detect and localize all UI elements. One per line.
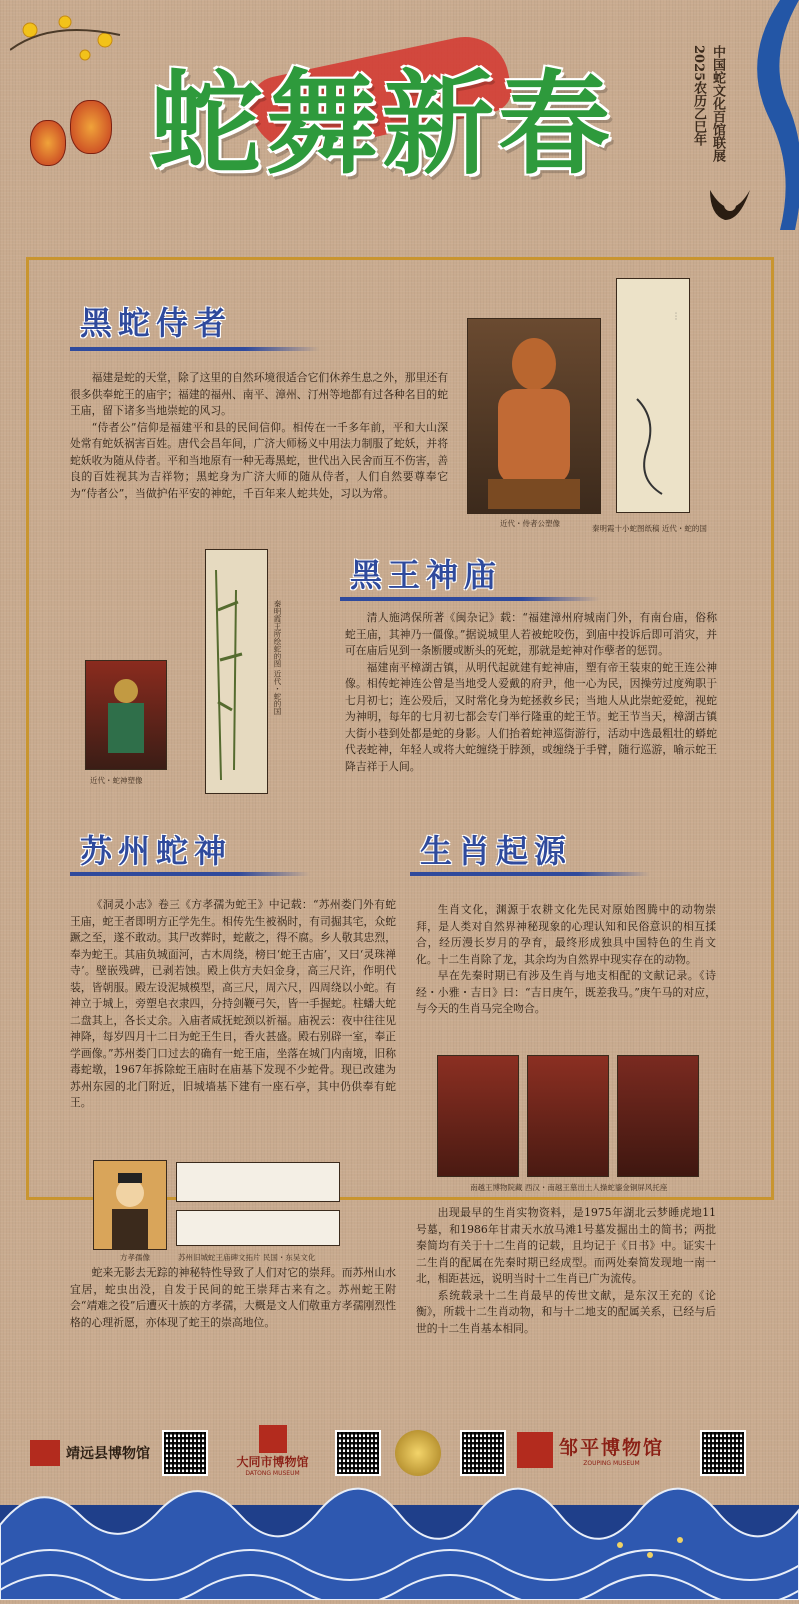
artifact-photo xyxy=(437,1055,519,1177)
artifact-photo xyxy=(527,1055,609,1177)
paragraph: 早在先秦时期已有涉及生肖与地支相配的文献记录。《诗经・小雅・吉日》曰：“吉日庚午，既差我马。”庚午马的对应，与今天的生肖马完全吻合。 xyxy=(416,969,716,1015)
artifact-photo xyxy=(617,1055,699,1177)
museum-name: 靖远县博物馆 xyxy=(66,1446,150,1462)
heading-underline xyxy=(410,872,650,876)
museum-logo-icon xyxy=(259,1425,287,1453)
heading-suzhou-snake-god: 苏州蛇神 xyxy=(80,832,233,870)
section3-text-2 xyxy=(70,1265,396,1331)
plum-blossom-icon xyxy=(10,10,130,70)
main-title: 蛇舞新春 xyxy=(150,60,614,190)
paragraph: 清人施鸿保所著《闽杂记》载：“福建漳州府城南门外，有南台庙，俗称蛇王庙，其神乃一僵像。”据说城里人若被蛇咬伤，到庙中投诉后即可消灾，并可在庙后见到一条断腰或断头的死蛇，那就是蛇神对作孽者的惩罚。 xyxy=(345,611,717,657)
heading-black-snake-attendant: 黑蛇侍者 xyxy=(80,304,233,342)
caption: 苏州旧城蛇王庙碑文拓片 民国・东吴文化 xyxy=(178,1253,316,1262)
museum-english-name: ZOUPING MUSEUM xyxy=(583,1460,640,1467)
heading-underline xyxy=(340,597,600,601)
paragraph: 福建南平樟湖古镇，从明代起就建有蛇神庙，塑有帝王装束的蛇王连公神像。相传蛇神连公曾是当地受人爱戴的府尹，他一心为民，因操劳过度殉职于七月初七；连公殁后，又时常化身为蛇拯救乡民；当地人从此崇蛇爱蛇，视蛇为神明，每年的七月初七都会专门举行隆重的蛇王节。蛇王节当天，樟湖古镇大街小巷到处都是蛇的身影。人们抬着蛇神巡街游行，活动中选最粗壮的蟒蛇代表蛇神，年轻人或将大蛇缠绕于脖颈，或缠绕于手臂，随行巡游，喻示蛇王降吉祥于人间。 xyxy=(345,660,717,773)
museum-logo-icon xyxy=(517,1432,553,1468)
scroll-painting xyxy=(616,278,690,513)
museum-logo-icon xyxy=(30,1440,60,1466)
museum-name: 大同市博物馆 xyxy=(236,1455,309,1469)
section2-text xyxy=(345,610,717,775)
museum-english-name: DATONG MUSEUM xyxy=(245,1470,300,1477)
museum-logo-zouping xyxy=(517,1432,664,1468)
lantern-icon xyxy=(70,100,112,154)
artifact-photos xyxy=(437,1055,699,1177)
caption: 秦明霞王所绘蛇的图 近代・蛇的国 xyxy=(273,600,282,715)
caption: 秦明霞十小蛇图纸稿 近代・蛇的国 xyxy=(592,524,707,533)
deity-photo xyxy=(85,660,167,770)
paragraph: “侍者公”信仰是福建平和县的民间信仰。相传在一千多年前，平和大山深处常有蛇妖祸害百姓。唐代会昌年间，广济大师杨义中用法力制服了蛇妖，并将蛇妖收为随从侍者。平和当地原有一种无毒黑蛇，世代出入民舍而互不伤害，善良的百姓视其为吉祥物；黑蛇身为广济大师的随从侍者，人们自然要尊奉它为“侍者公”，当做护佑平安的神蛇，千百年来人蛇共处，习以为常。 xyxy=(70,420,448,500)
museum-logo-jingyuan xyxy=(30,1440,150,1466)
heading-black-king-temple: 黑王神庙 xyxy=(350,556,503,594)
paragraph: 系统载录十二生肖最早的传世文献，是东汉王充的《论衡》，所载十二生肖动物，和与十二地支的配属关系，已经与后世的十二生肖基本相同。 xyxy=(416,1288,716,1335)
caption: 南越王博物院藏 西汉・南越王墓出土人操蛇鎏金铜屏风托座 xyxy=(470,1183,668,1192)
blue-ribbon-decoration xyxy=(720,0,799,230)
paragraph: 蛇来无影去无踪的神秘特性导致了人们对它的崇拜。而苏州山水宜居，蛇虫出没，自发于民间的蛇王崇拜古来有之。苏州蛇王附会“靖难之役”后遭灭十族的方孝孺，大概是文人们敬重方孝孺刚烈性格的心理祈愿，亦体现了蛇王的崇高地位。 xyxy=(70,1266,396,1329)
paragraph: 福建是蛇的天堂，除了这里的自然环境很适合它们休养生息之外，那里还有很多供奉蛇王的庙宇；福建的福州、南平、漳州、汀州等地都有过各种名目的蛇王庙，留下诸多当地崇蛇的风习。 xyxy=(70,371,448,417)
heading-underline xyxy=(70,872,310,876)
heading-underline xyxy=(70,347,320,351)
paragraph: 出现最早的生肖实物资料，是1975年湖北云梦睡虎地11号墓，和1986年甘肃天水放马滩1号墓发掘出土的简书；两批秦简均有关于十二生肖的记载，且均记于《日书》中。证实十二生肖的配属在先秦时期已经成型。而两处秦简发现地一南一北，相距甚远，说明当时十二生肖已广为流传。 xyxy=(416,1206,716,1285)
museum-name: 邹平博物馆 xyxy=(559,1437,665,1459)
section1-text xyxy=(70,370,448,502)
section4-text-2 xyxy=(416,1205,716,1337)
paragraph: 生肖文化，渊源于农耕文化先民对原始图腾中的动物崇拜，是人类对自然界神秘现象的心理认知和民俗意识的相互揉合，经历漫长岁月的孕育，最终形成独具中国特色的生肖文化。十二生肖除了龙，其余均为自然界中现实存在的动物。 xyxy=(416,903,716,966)
heading-zodiac-origin: 生肖起源 xyxy=(420,832,573,870)
side-title-line2: 中国蛇文化百馆联展 xyxy=(710,45,725,162)
bamboo-scroll xyxy=(205,549,268,794)
lantern-icon xyxy=(30,120,66,166)
section3-text xyxy=(70,897,396,1112)
rubbing-image xyxy=(176,1162,340,1202)
section4-text xyxy=(416,902,716,1018)
svg-text:︙: ︙ xyxy=(672,312,680,321)
portrait-painting xyxy=(93,1160,167,1250)
rubbing-image xyxy=(176,1210,340,1246)
paragraph: 《洞灵小志》卷三《方孝孺为蛇王》中记载：“苏州娄门外有蛇王庙，蛇王者即明方正学先生。相传先生被祸时，有司掘其宅，众蛇蹶之至，遂不敢动。其尸改葬时，蛇蔽之，得不腐。乡人敬其忠烈，奉为蛇王。其庙负城面河，古木周绕，榜曰‘蛇王古庙’，又曰‘灵珠禅寺’。壁嵌残碑，已剥若蚀。殿上供方夫妇金身，高三尺许，作明代装，皆朝服。殿左设泥城模型，高三尺，周六尺，四周绕以小蛇。有神立于城上，旁塑皂衣隶四，分持剑鞭弓矢，皆一手握蛇。柱蟠大蛇二盘其上，各长丈余。入庙者咸抚蛇颈以祈福。庙祝云：夜中往往见神降，每岁四月十二日为蛇王生日，香火甚盛。殿右别辟一室，奉正学画像。”苏州娄门口过去的确有一蛇王庙，坐落在城门内南境，旧称毒蛇墩，1967年拆除蛇王庙时在庙基下发现不少蛇骨。现已改建为苏州东园的北门附近，旧城墙基下建有一座石亭，其中仍供奉有蛇王。 xyxy=(70,898,396,1109)
caption: 近代・侍者公塑像 xyxy=(500,519,560,528)
wave-decoration xyxy=(0,1465,799,1600)
caption: 近代・蛇神塑像 xyxy=(90,776,143,785)
caption: 方孝孺像 xyxy=(120,1253,150,1262)
statue-photo xyxy=(467,318,601,514)
side-title-line1: 2025农历乙巳年 xyxy=(691,45,706,147)
